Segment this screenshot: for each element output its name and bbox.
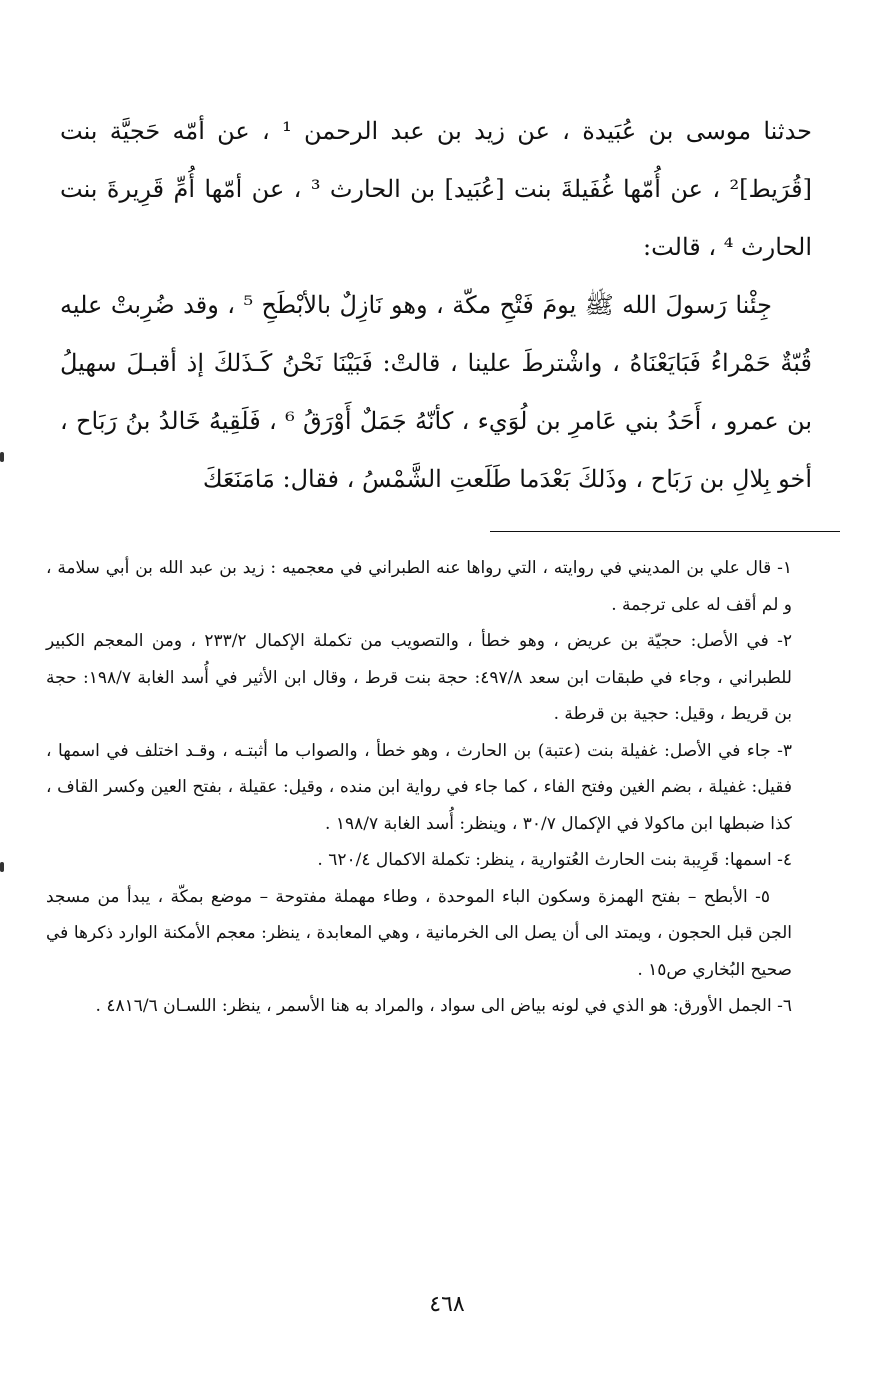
scan-edge-mark xyxy=(0,452,4,462)
isnad-paragraph xyxy=(60,102,812,276)
footnote-6: ٦- الجمل الأورق: هو الذي في لونه بياض الى سواد ، والمراد به هنا الأسمر ، ينظر: اللسـان ٤٨١٦/٦ . xyxy=(95,996,792,1016)
page-number: ٤٦٨ xyxy=(429,1292,465,1317)
isnad-line-2: [قُرَيط]² ، عن أُمّها غُفَيلةَ بنت [عُبَيد] بن الحارث ³ ، عن أمّها أُمِّ قَرِيرةَ بنت xyxy=(60,175,812,203)
main-text xyxy=(60,102,812,508)
footnote-2: ٢- في الأصل: حجيّة بن عريض ، وهو خطأ ، والتصويب من تكملة الإكمال ٢٣٣/٢ ، ومن المعجم الكبير للطبراني ، وجاء في طبقات ابن سعد ٤٩٧/٨: حجة بنت قرط ، وقال ابن الأثير في أُسد الغابة ١٩٨/٧: حجة بن قريط ، وقيل: حجية بن قرطة . xyxy=(46,631,792,724)
footnote-1: ١- قال علي بن المديني في روايته ، التي رواها عنه الطبراني في معجميه : زيد بن عبد الله بن أبي سلامة ، و لم أقف له على ترجمة . xyxy=(46,558,792,615)
footnote-3: ٣- جاء في الأصل: غفيلة بنت (عتبة) بن الحارث ، وهو خطأ ، والصواب ما أثبتـه ، وقـد اختلف في اسمها ، فقيل: غفيلة ، بضم الغين وفتح الفاء ، كما جاء في رواية ابن منده ، وقيل: عقيلة ، بفتح العين وكسر القاف ، كذا ضبطها ابن ماكولا في الإكمال ٣٠/٧ ، وينظر: أُسد الغابة ١٩٨/٧ . xyxy=(46,740,792,834)
isnad-line-3: الحارث ⁴ ، قالت: xyxy=(643,233,812,261)
footnotes xyxy=(46,550,792,1025)
scan-edge-mark xyxy=(0,862,4,872)
isnad-line-1: حدثنا موسى بن عُبَيدة ، عن زيد بن عبد الرحمن ¹ ، عن أمّه حَجيَّة بنت xyxy=(60,117,813,145)
footnote-5: ٥- الأبطح – بفتح الهمزة وسكون الباء الموحدة ، وطاء مهملة مفتوحة – موضع بمكّة ، يبدأ من مسجد الجن قبل الحجون ، ويمتد الى أن يصل الى الخرمانية ، وهي المعابدة ، ينظر: معجم الأمكنة الوارد ذكرها في صحيح البُخاري ص١٥ . xyxy=(46,886,792,980)
footnote-divider xyxy=(490,531,840,532)
footnote-4: ٤- اسمها: قَرِيبة بنت الحارث العُتوارية ، ينظر: تكملة الاكمال ٦٢٠/٤ . xyxy=(317,850,792,870)
hadith-paragraph: جِئْنا رَسولَ الله ﷺ يومَ فَتْحِ مكّة ، وهو نَازِلٌ بالأبْطَحِ ⁵ ، وقد ضُرِبتْ عليه قُبّةٌ حَمْراءُ فَبَايَعْنَاهُ ، واشْترطَ علينا ، قالتْ: فَبَيْنَا نَحْنُ كَـذَلكَ إذ أقبـلَ سهيلُ بن عمرو ، أَحَدُ بني عَامرِ بن لُوَيء ، كأنّهُ جَمَلٌ أَوْرَقُ ⁶ ، فَلَقِيهُ خَالدُ بنُ رَبَاح ، أخو بِلالِ بن رَبَاح ، وذَلكَ بَعْدَما طَلَعتِ الشَّمْسُ ، فقال: مَامَنَعَكَ xyxy=(60,291,812,493)
